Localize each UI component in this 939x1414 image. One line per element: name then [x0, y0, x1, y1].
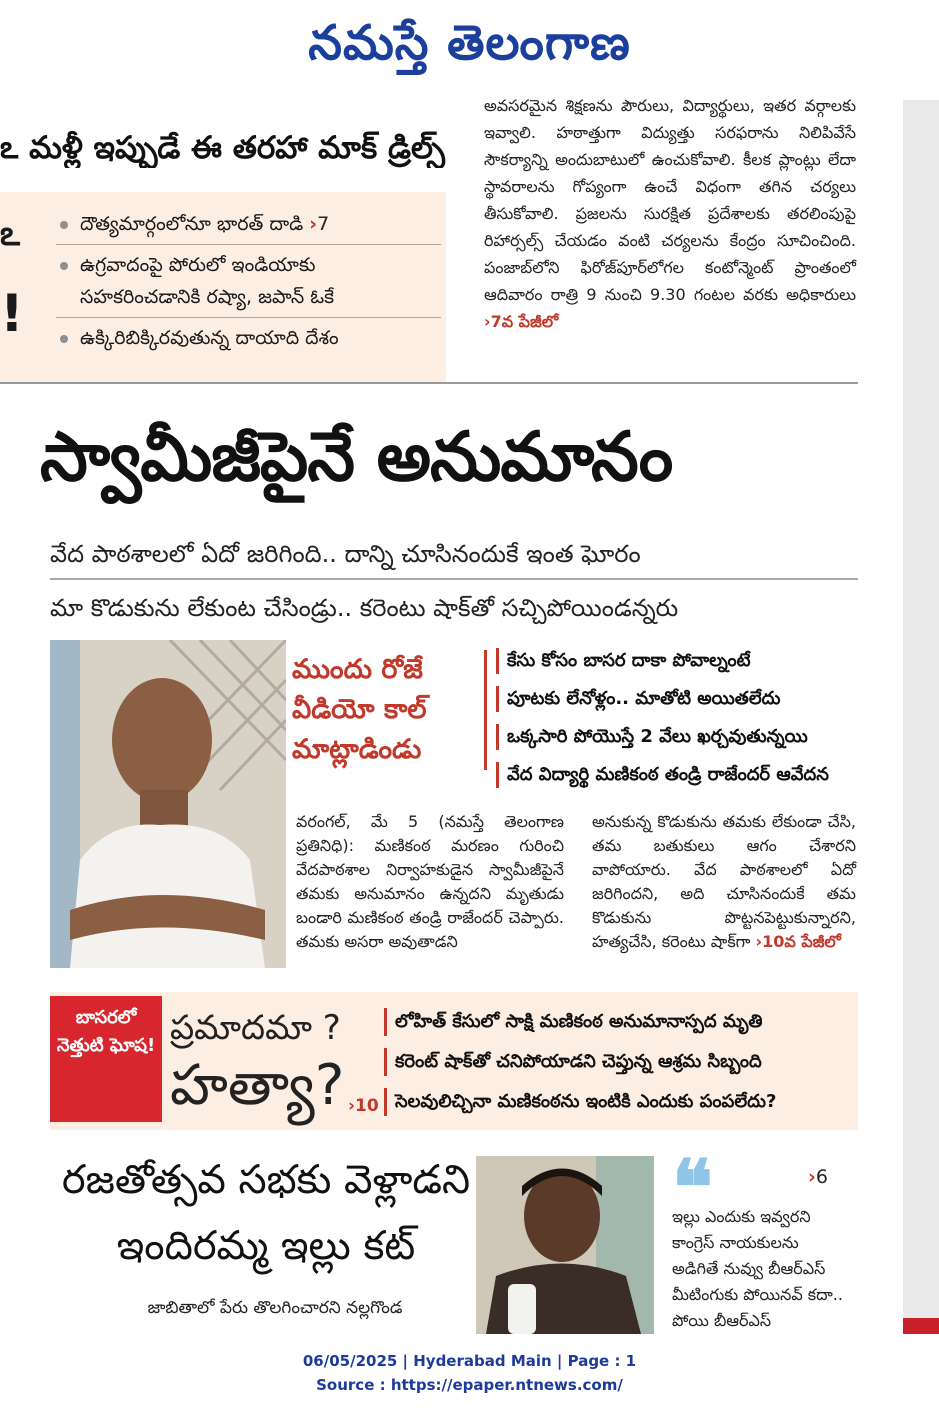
basara-highlights: [384, 1008, 854, 1128]
basara-item: సెలవులిచ్చినా మణికంఠను ఇంటికి ఎందుకు పంపలేదు?: [384, 1088, 854, 1116]
masthead-title: నమస్తే తెలంగాణ: [308, 15, 631, 71]
main-continued-link[interactable]: ›10వ పేజీలో: [755, 932, 841, 951]
bullet-icon: [60, 221, 68, 229]
bottom-headline-1: రజతోత్సవ సభకు వెళ్లాడని: [61, 1157, 471, 1203]
teaser-side-exclaim: !: [0, 284, 24, 344]
basara-question-2: హత్యా?: [170, 1053, 345, 1118]
teaser-item[interactable]: [56, 322, 441, 358]
quote-icon: ❝: [672, 1143, 713, 1232]
teaser-ref-number: 7: [317, 213, 330, 235]
main-headline: స్వామీజీపైనే అనుమానం: [40, 418, 673, 497]
chevron-right-icon: ›: [808, 1166, 816, 1188]
main-ref-text: 10వ పేజీలో: [762, 932, 841, 951]
main-subhead-2: మా కొడుకును లేకుంట చేసిండ్రు.. కరెంటు షాక్‌తో సచ్చిపోయిండన్నరు: [50, 594, 679, 622]
top-article-body-text: అవసరమైన శిక్షణను పౌరులు, విద్యార్థులు, ఇతర వర్గాలకు ఇవ్వాలి. హఠాత్తుగా విద్యుత్తు సరఫరాను నిలిపివేసే సౌకర్యాన్ని అందుబాటులో ఉంచుకోవాలి. కీలక ప్లాంట్లు లేదా స్థావరాలను గోప్యంగా ఉంచే విధంగా తగిన చర్యలు తీసుకోవాలి. ప్రజలను సురక్షిత ప్రదేశాలకు తరలింపుపై రిహార్సల్స్ చేయడం వంటి చర్యలను కేంద్రం సూచించింది. పంజాబ్‌లోని ఫిరోజ్‌పూర్‌లోగల కంటోన్మెంట్ ప్రాంతంలో ఆదివారం రాత్రి 9 నుంచి 9.30 గంటల వరకు అధికారులు: [484, 96, 856, 304]
basara-tag: బాసరలో నెత్తుటి ఘోష!: [50, 996, 162, 1122]
teaser-item-text: ఉగ్రవాదంపై పోరులో ఇండియాకు సహకరించడానికి రష్యా, జపాన్ ఓకే: [80, 254, 335, 308]
father-photo: [50, 640, 286, 968]
section-divider: [0, 382, 858, 384]
basara-ref-number: 10: [355, 1096, 379, 1116]
footer-date-edition: 06/05/2025 | Hyderabad Main | Page : 1: [302, 1352, 637, 1370]
top-article-body: [484, 92, 856, 335]
teaser-item-text: దౌత్యమార్గంలోనూ భారత్ దాడి: [80, 213, 304, 235]
right-margin-red-mark: [903, 1318, 939, 1334]
teaser-list: [56, 208, 441, 362]
man-photo: [476, 1156, 654, 1334]
footer-source[interactable]: Source : https://epaper.ntnews.com/: [316, 1376, 623, 1394]
bottom-ref-link[interactable]: [808, 1166, 828, 1188]
bullet-icon: [60, 335, 68, 343]
top-article-headline: ఽ మళ్లీ ఇప్పుడే ఈ తరహా మాక్ డ్రిల్స్: [0, 130, 445, 166]
highlight-item: ఒక్కసారి పోయొస్తే 2 వేలు ఖర్చవుతున్నయి: [496, 724, 856, 750]
basara-question-1: ప్రమాదమా ?: [170, 1008, 341, 1048]
highlight-item: వేద విద్యార్థి మణికంఠ తండ్రి రాజేందర్ ఆవేదన: [496, 762, 856, 788]
main-body-column-1: వరంగల్, మే 5 (నమస్తే తెలంగాణ ప్రతినిధి): మణికంఠ మరణం గురించి వేదపాఠశాల నిర్వాహకుడైన స్వామీజీపైనే తమకు అనుమానం ఉన్నదని మృతుడు బండారి మణికంఠ తండ్రి రాజేందర్ చెప్పారు. తమకు అసరా అవుతాడని: [296, 812, 564, 951]
basara-item: లోహిత్ కేసులో సాక్షి మణికంఠ అనుమానాస్పద మృతి: [384, 1008, 854, 1036]
man-photo-illustration: [476, 1156, 654, 1334]
bottom-subline: జాబితాలో పేరు తొలగించారని నల్లగొండ: [147, 1298, 403, 1318]
teaser-ref-arrow: ›: [309, 213, 318, 235]
quote-divider: [484, 650, 487, 770]
teaser-item[interactable]: [56, 208, 441, 245]
bottom-ref-number: 6: [815, 1166, 828, 1188]
bottom-headline-2: ఇందిరమ్మ ఇల్లు కట్: [116, 1223, 416, 1269]
father-photo-illustration: [50, 640, 286, 968]
top-article-ref-text: 7వ పేజీలో: [490, 312, 559, 331]
main-body-column-2-text: అనుకున్న కొడుకును తమకు లేకుండా చేసి, తమ బతుకులు ఆగం చేశారని వాపోయారు. వేద పాఠశాలలో ఏదో జరిగిందని, అది చూసినందుకే తమ కొడుకును పొట్టనపెట్టుకున్నారని, హత్యచేసి, కరెంటు షాక్‌గా: [592, 812, 856, 951]
highlight-item: పూటకు లేనోళ్లం.. మాతోటి అయితలేదు: [496, 686, 856, 712]
main-highlights: [496, 648, 856, 800]
teaser-item[interactable]: [56, 249, 441, 318]
main-subhead-1: వేద పాఠశాలలో ఏదో జరిగింది.. దాన్ని చూసినందుకే ఇంత ఘోరం: [50, 540, 641, 568]
teaser-item-text: ఉక్కిరిబిక్కిరవుతున్న దాయాది దేశం: [80, 327, 339, 349]
subhead-divider: [50, 578, 858, 580]
top-article-continued-link[interactable]: ›7వ పేజీలో: [484, 312, 559, 331]
basara-item: కరెంట్ షాక్‌తో చనిపోయాడని చెప్తున్న ఆశ్రమ సిబ్బంది: [384, 1048, 854, 1076]
right-margin-strip: [903, 100, 939, 1334]
bullet-icon: [60, 262, 68, 270]
highlight-item: కేసు కోసం బాసర దాకా పోవాల్నంటే: [496, 648, 856, 674]
father-quote: ముందు రోజే వీడియో కాల్ మాట్లాడిండు: [292, 654, 427, 765]
bottom-quote-text: ఇల్లు ఎందుకు ఇవ్వరని కాంగ్రెస్ నాయకులను అడిగితే నువ్వు బీఆర్ఎస్ మీటింగుకు పోయినవ్ కదా.. పోయి బీఆర్ఎస్: [672, 1207, 843, 1330]
main-body-column-2: [592, 810, 856, 954]
basara-ref-link[interactable]: ›10: [348, 1096, 379, 1116]
teaser-side-letter: ఽ: [0, 214, 21, 254]
